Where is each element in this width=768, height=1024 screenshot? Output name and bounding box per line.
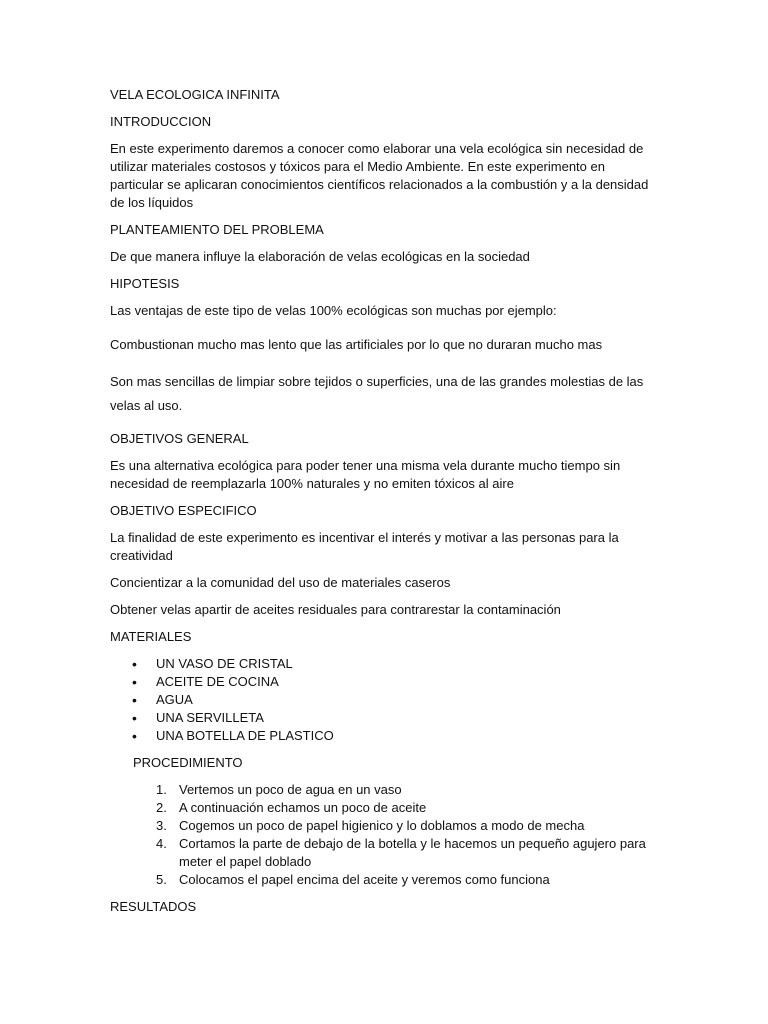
intro-paragraph: En este experimento daremos a conocer como elaborar una vela ecológica sin necesidad de utilizar materiales costosos y tóxicos para el Medio Ambiente. En este experimento en particular se aplicaran conocimientos científicos relacionados a la combustión y a la densidad de los líquidos [110,141,649,210]
materials-list [110,655,655,745]
document-page [110,86,655,925]
step-number: 3. [156,818,167,833]
specific-objective-paragraph-2: Concientizar a la comunidad del uso de materiales caseros [110,575,451,590]
step-number: 1. [156,782,167,797]
list-item: • UNA BOTELLA DE PLASTICO [110,727,655,745]
step-number: 4. [156,836,167,851]
specific-objective-paragraph-1: La finalidad de este experimento es incentivar el interés y motivar a las personas para la creatividad [110,530,619,563]
procedure-heading: PROCEDIMIENTO [133,755,243,770]
problem-heading: PLANTEAMIENTO DEL PROBLEMA [110,222,324,237]
list-item [110,817,655,835]
hypothesis-heading: HIPOTESIS [110,276,180,291]
step-number: 5. [156,872,167,887]
list-item: • AGUA [110,691,655,709]
list-item [110,781,655,799]
results-heading: RESULTADOS [110,899,197,914]
list-item: • UN VASO DE CRISTAL [110,655,655,673]
list-item [110,835,655,871]
document-title: VELA ECOLOGICA INFINITA [110,87,280,102]
specific-objective-paragraph-3: Obtener velas apartir de aceites residuales para contrarestar la contaminación [110,602,561,617]
hypothesis-paragraph-2: Combustionan mucho mas lento que las artificiales por lo que no duraran mucho mas [110,337,603,352]
step-text: Colocamos el papel encima del aceite y veremos como funciona [179,872,550,887]
step-text: A continuación echamos un poco de aceite [179,800,427,815]
step-text: Cogemos un poco de papel higienico y lo doblamos a modo de mecha [179,818,585,833]
intro-heading: INTRODUCCION [110,114,212,129]
list-item [110,799,655,817]
list-item: • ACEITE DE COCINA [110,673,655,691]
list-item [110,871,655,889]
specific-objective-heading: OBJETIVO ESPECIFICO [110,503,257,518]
problem-paragraph: De que manera influye la elaboración de velas ecológicas en la sociedad [110,249,530,264]
step-text: Vertemos un poco de agua en un vaso [179,782,402,797]
hypothesis-paragraph-1: Las ventajas de este tipo de velas 100% ecológicas son muchas por ejemplo: [110,303,557,318]
hypothesis-paragraph-3: Son mas sencillas de limpiar sobre tejidos o superficies, una de las grandes molestias de las velas al uso. [110,374,644,413]
materials-heading: MATERIALES [110,629,192,644]
step-number: 2. [156,800,167,815]
step-text: Cortamos la parte de debajo de la botella y le hacemos un pequeño agujero para meter el papel doblado [179,836,646,869]
list-item: • UNA SERVILLETA [110,709,655,727]
general-objective-paragraph: Es una alternativa ecológica para poder tener una misma vela durante mucho tiempo sin necesidad de reemplazarla 100% naturales y no emiten tóxicos al aire [110,458,621,491]
procedure-list [110,781,655,889]
general-objective-heading: OBJETIVOS GENERAL [110,431,249,446]
